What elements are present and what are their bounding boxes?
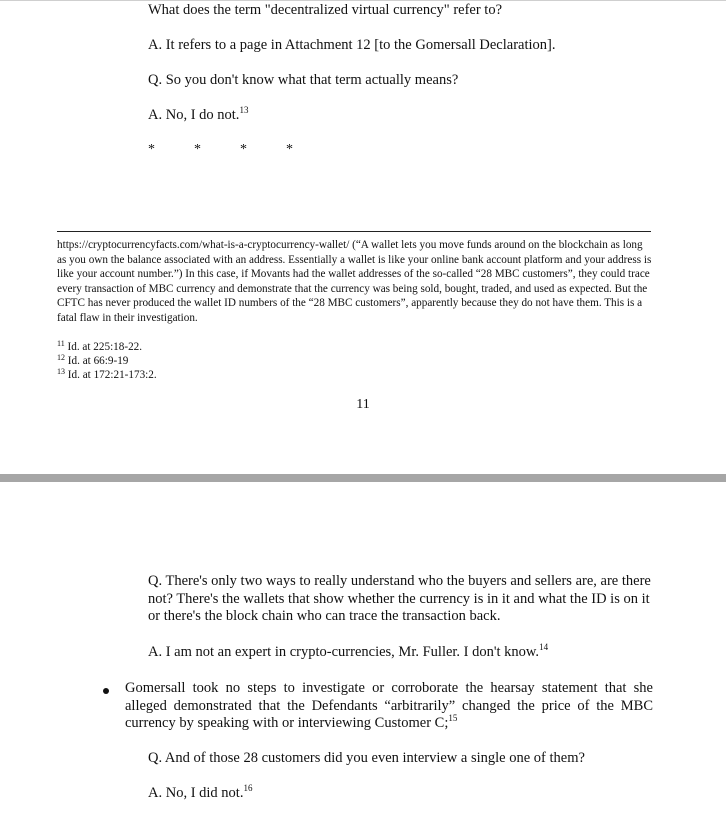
- ellipsis-asterisk: *: [240, 142, 247, 157]
- transcript-question-line: What does the term "decentralized virtual currency" refer to?: [148, 2, 503, 18]
- footnote-ref: 13: [239, 105, 249, 115]
- transcript-question-line: Q. So you don't know what that term actually means?: [148, 72, 459, 88]
- ellipsis-asterisk: *: [286, 142, 293, 157]
- transcript-answer-line: A. It refers to a page in Attachment 12 [to the Gomersall Declaration].: [148, 37, 556, 53]
- footnote-ref: 16: [243, 783, 253, 793]
- bullet-text: Gomersall took no steps to investigate or corroborate the hearsay statement that she alleged demonstrated that the Defendants “arbitrarily” changed the price of the MBC currency by speaking with or interviewing Customer C;: [125, 680, 653, 731]
- document-page-12: [0, 482, 726, 819]
- footnote: [57, 354, 128, 368]
- transcript-question-line: Q. And of those 28 customers did you even interview a single one of them?: [148, 750, 585, 766]
- transcript-answer-line: [148, 644, 548, 661]
- answer-text: A. No, I did not.: [148, 785, 244, 801]
- page-number: 11: [356, 397, 370, 412]
- footnote-text: Id. at 66:9-19: [67, 355, 129, 367]
- footnote-number: 12: [57, 353, 65, 362]
- footnote-text: Id. at 172:21-173:2.: [67, 369, 157, 381]
- footnote-number: 11: [57, 339, 65, 348]
- footnote: [57, 340, 142, 354]
- page-separator: [0, 474, 726, 482]
- ellipsis-asterisk: *: [194, 142, 201, 157]
- footnote-text: Id. at 225:18-22.: [67, 341, 143, 353]
- footnote-ref: 15: [448, 713, 458, 723]
- transcript-answer-line: [148, 785, 252, 802]
- footnote-ref: 14: [539, 642, 549, 652]
- transcript-answer-line: [148, 107, 248, 124]
- footnote-continuation: https://cryptocurrencyfacts.com/what-is-a-cryptocurrency-wallet/ (“A wallet lets you move funds around on the blockchain as long as you own the balance associated with an address. Essentially a wallet is like your online bank account platform and your address is like your account number.”) In this case, if Movants had the wallet addresses of the so-called “28 MBC customers”, they could trace every transaction of MBC currency and demonstrate that the currency was being sold, bought, traded, and used as expected. But the CFTC has never produced the wallet ID numbers of the “28 MBC customers”, apparently because they do not have them. This is a fatal flaw in their investigation.: [57, 239, 652, 324]
- transcript-question-paragraph: Q. There's only two ways to really understand who the buyers and sellers are, are there not? There's the wallets that show whether the currency is in it and what the ID is on it or there's the block chain who can trace the transaction back.: [148, 573, 651, 624]
- bullet-paragraph: [125, 680, 653, 733]
- bullet-point: [103, 688, 109, 694]
- ellipsis-asterisk: *: [148, 142, 155, 157]
- footnote: [57, 368, 157, 382]
- answer-text: A. No, I do not.: [148, 107, 240, 123]
- answer-text: A. I am not an expert in crypto-currencies, Mr. Fuller. I don't know.: [148, 644, 540, 660]
- footnote-separator: [57, 231, 651, 232]
- footnote-number: 13: [57, 367, 65, 376]
